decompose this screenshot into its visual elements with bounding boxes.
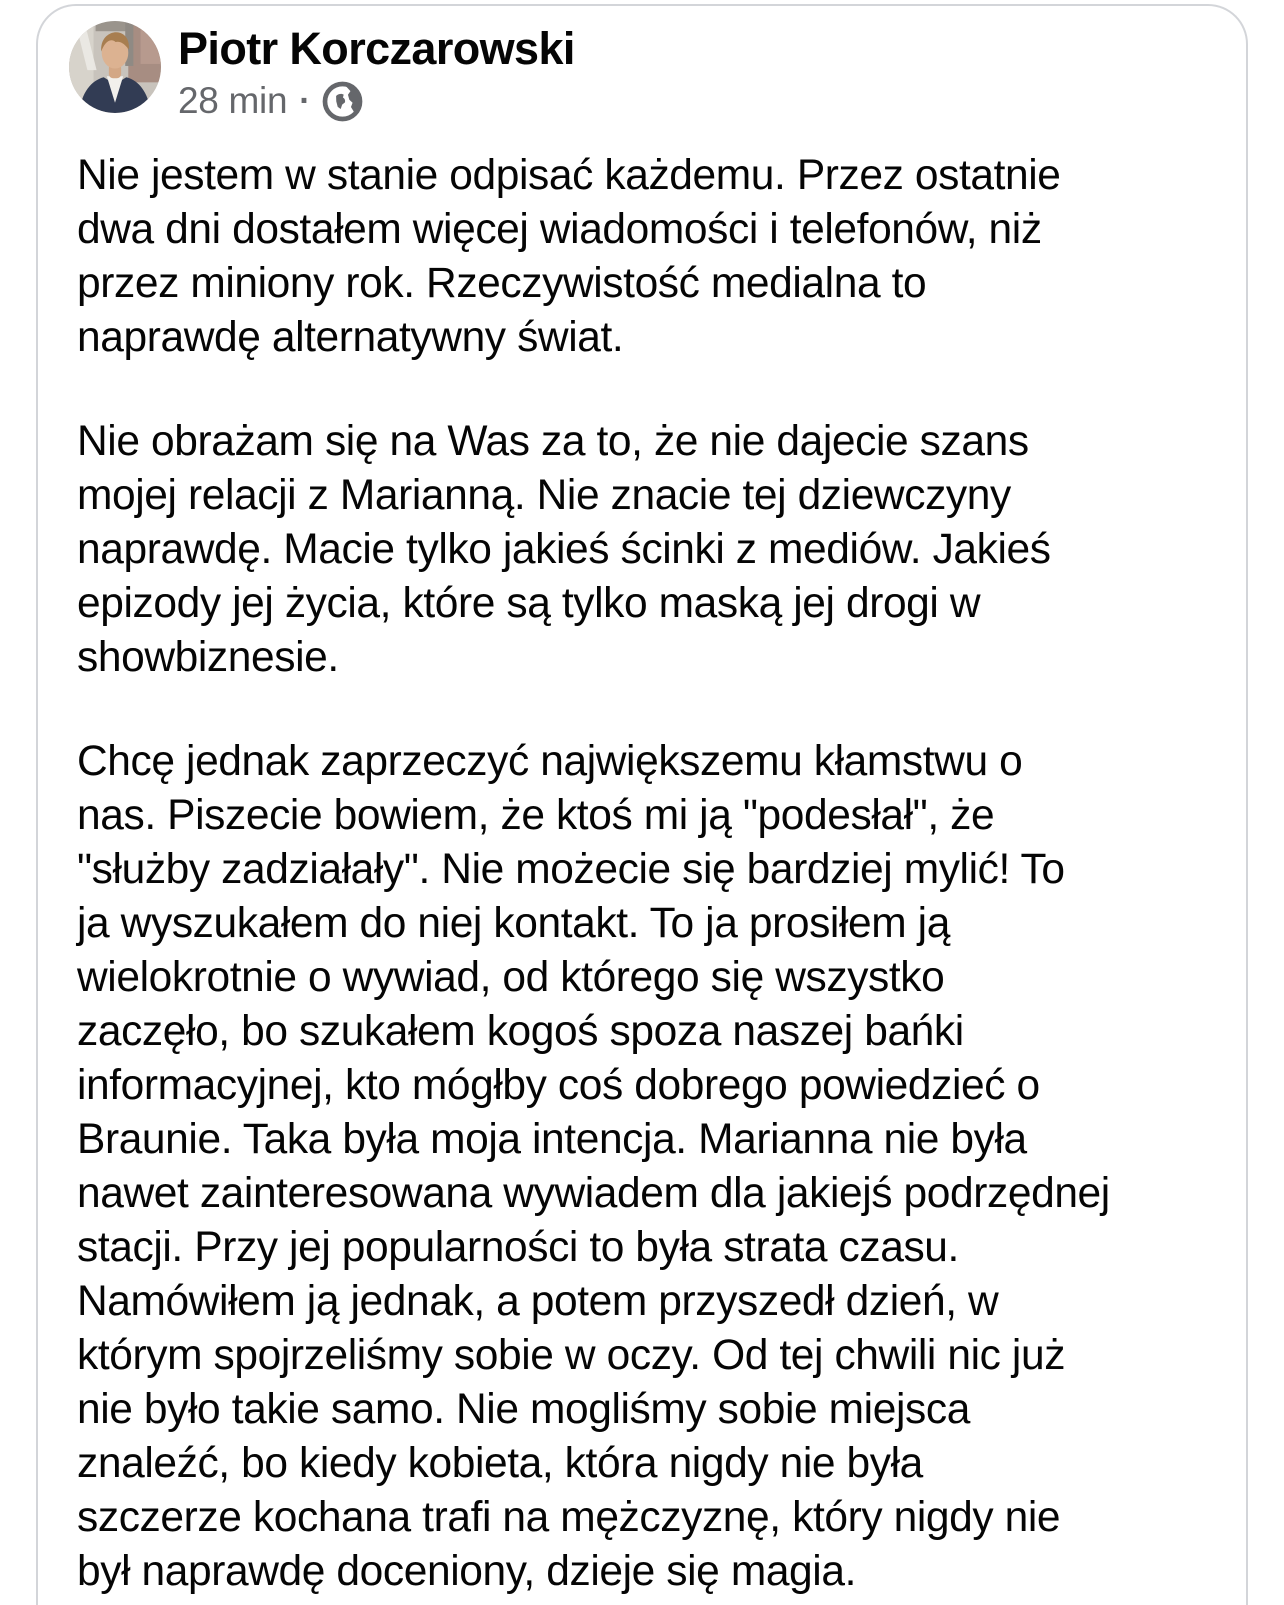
globe-icon — [322, 81, 363, 122]
post-paragraph — [77, 735, 1216, 1599]
post-paragraph — [77, 415, 1216, 685]
post-text-line: Chcę jednak zaprzeczyć największemu kłamstwu o — [77, 738, 1023, 785]
timestamp[interactable]: 28 min — [178, 80, 288, 121]
post-text-line: stacji. Przy jej popularności to była strata czasu. — [77, 1224, 959, 1271]
post-text-line: którym spojrzeliśmy sobie w oczy. Od tej chwili nic już — [77, 1332, 1066, 1379]
post-text-line: nawet zainteresowana wywiadem dla jakiejś podrzędnej — [77, 1170, 1110, 1217]
post-card — [36, 4, 1248, 1605]
post-text-line: zaczęło, bo szukałem kogoś spoza naszej bańki — [77, 1008, 964, 1055]
post-text-line: znaleźć, bo kiedy kobieta, która nigdy nie była — [77, 1440, 923, 1487]
post-text — [38, 149, 1246, 1599]
author-name[interactable]: Piotr Korczarowski — [178, 23, 575, 74]
post-text-line: Nie jestem w stanie odpisać każdemu. Przez ostatnie — [77, 152, 1061, 199]
post-text-line: dwa dni dostałem więcej wiadomości i telefonów, niż — [77, 206, 1042, 253]
meta-separator: · — [299, 82, 311, 120]
post-text-line: mojej relacji z Marianną. Nie znacie tej dziewczyny — [77, 472, 1011, 519]
post-text-line: szczerze kochana trafi na mężczyznę, który nigdy nie — [77, 1494, 1061, 1541]
post-text-line: przez miniony rok. Rzeczywistość medialna to — [77, 260, 927, 307]
post-paragraph — [77, 149, 1216, 365]
post-text-line: Braunie. Taka była moja intencja. Marianna nie była — [77, 1116, 1027, 1163]
post-text-line: epizody jej życia, które są tylko maską jej drogi w — [77, 580, 981, 627]
post-text-line: naprawdę alternatywny świat. — [77, 314, 624, 361]
post-meta — [178, 79, 575, 123]
post-text-line: nie było takie samo. Nie mogliśmy sobie miejsca — [77, 1386, 970, 1433]
post-text-line: nas. Piszecie bowiem, że ktoś mi ją "podesłał", że — [77, 792, 995, 839]
post-text-line: informacyjnej, kto mógłby coś dobrego powiedzieć o — [77, 1062, 1040, 1109]
post-text-line: był naprawdę doceniony, dzieje się magia. — [77, 1548, 856, 1595]
post-text-line: showbiznesie. — [77, 634, 339, 681]
post-text-line: naprawdę. Macie tylko jakieś ścinki z mediów. Jakieś — [77, 526, 1051, 573]
avatar[interactable] — [69, 21, 161, 113]
post-text-line: ja wyszukałem do niej kontakt. To ja prosiłem ją — [77, 900, 950, 947]
post-header — [38, 6, 1246, 123]
avatar-image — [69, 21, 161, 113]
post-text-line: Nie obrażam się na Was za to, że nie dajecie szans — [77, 418, 1029, 465]
post-header-text — [178, 21, 575, 123]
post-text-line: wielokrotnie o wywiad, od którego się wszystko — [77, 954, 945, 1001]
post-text-line: "służby zadziałały". Nie możecie się bardziej mylić! To — [77, 846, 1065, 893]
post-text-line: Namówiłem ją jednak, a potem przyszedł dzień, w — [77, 1278, 999, 1325]
